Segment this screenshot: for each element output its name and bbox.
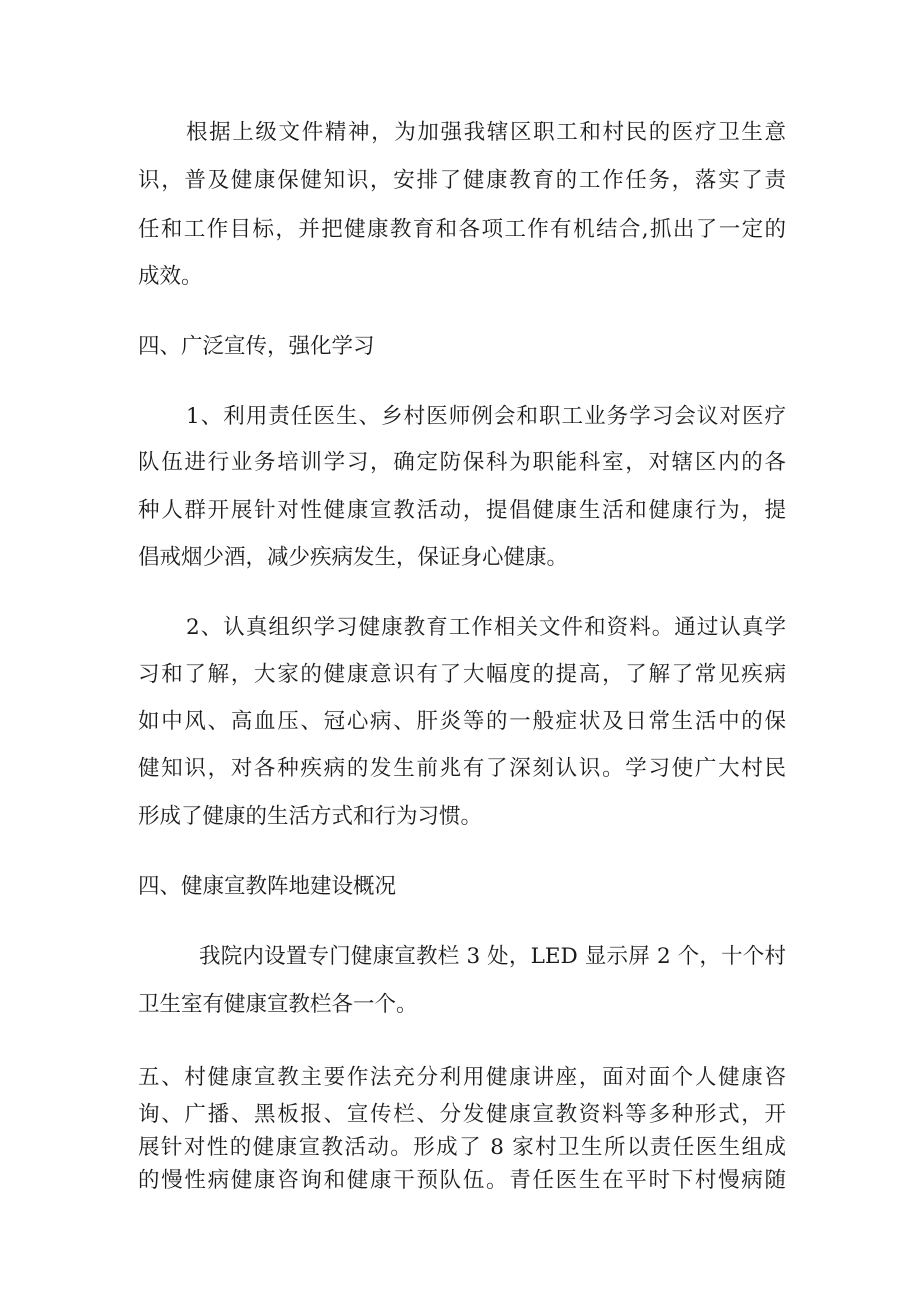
paragraph-line: 倡戒烟少酒，减少疾病发生，保证身心健康。 [138,545,569,570]
paragraph-line: 种人群开展针对性健康宣教活动，提倡健康生活和健康行为，提 [138,498,786,523]
paragraph-line: 我院内设置专门健康宣教栏 3 处，LED 显示屏 2 个，十个村 [199,944,786,969]
paragraph-line: 识，普及健康保健知识，安排了健康教育的工作任务，落实了责 [138,168,786,193]
paragraph-line: 队伍进行业务培训学习，确定防保科为职能科室，对辖区内的各 [138,450,786,475]
paragraph-line: 卫生室有健康宣教栏各一个。 [138,992,418,1017]
paragraph-line: 1、利用责任医生、乡村医师例会和职工业务学习会议对医疗 [186,404,786,429]
paragraph-line: 询、广播、黑板报、宣传栏、分发健康宣教资料等多种形式，开 [138,1102,786,1127]
paragraph-line: 如中风、高血压、冠心病、肝炎等的一般症状及日常生活中的保 [138,709,786,734]
paragraph-line: 任和工作目标，并把健康教育和各项工作有机结合,抓出了一定的 [138,217,786,242]
paragraph-line: 展针对性的健康宣教活动。形成了 8 家村卫生所以责任医生组成 [138,1135,786,1160]
paragraph-line: 的慢性病健康咨询和健康干预队伍。青任医生在平时下村慢病随 [138,1168,786,1193]
paragraph-line: 形成了健康的生活方式和行为习惯。 [138,804,483,829]
paragraph-line: 五、村健康宣教主要作法充分利用健康讲座，面对面个人健康咨 [138,1065,786,1090]
paragraph-line: 根据上级文件精神，为加强我辖区职工和村民的医疗卫生意 [186,120,786,145]
paragraph-line: 2、认真组织学习健康教育工作相关文件和资料。通过认真学 [186,615,786,640]
paragraph-line: 健知识，对各种疾病的发生前兆有了深刻认识。学习使广大村民 [138,756,786,781]
section-heading: 四、健康宣教阵地建设概况 [138,874,397,899]
paragraph-line: 成效。 [138,264,203,289]
paragraph-line: 习和了解，大家的健康意识有了大幅度的提高，了解了常见疾病 [138,662,786,687]
section-heading: 四、广泛宣传，强化学习 [138,334,375,359]
